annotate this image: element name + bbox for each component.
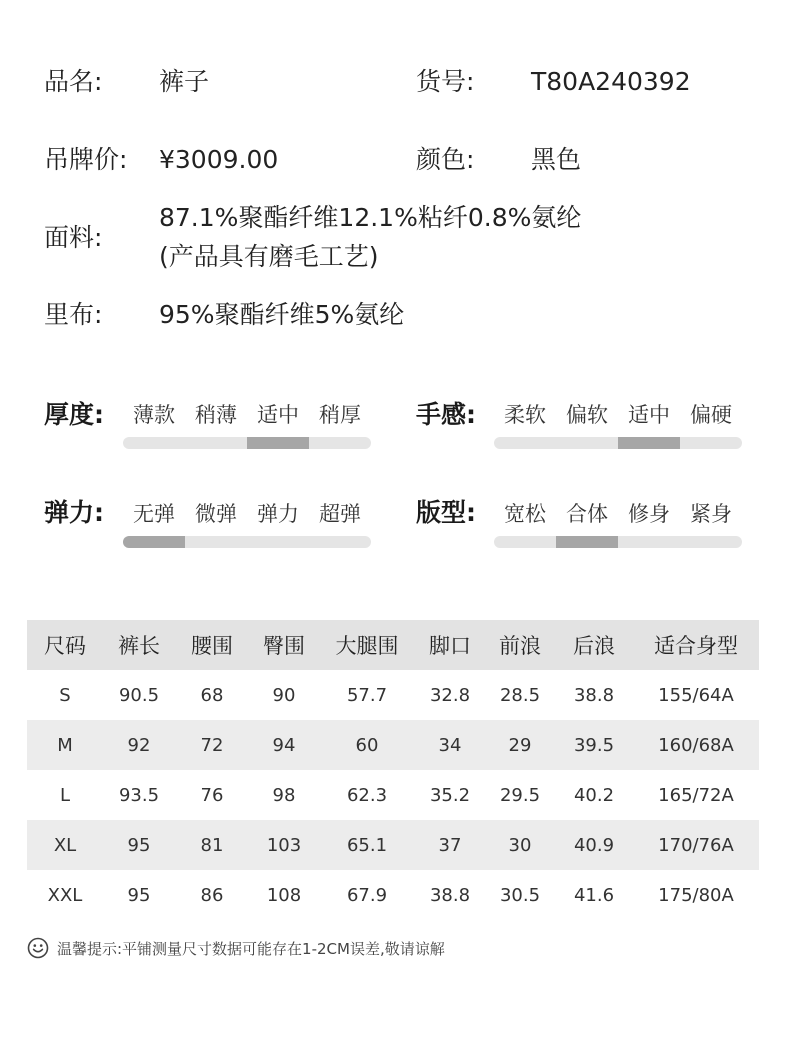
- table-header-cell: 后浪: [555, 620, 633, 670]
- price-label: 吊牌价:: [44, 145, 128, 174]
- table-cell: 38.8: [429, 884, 471, 906]
- table-header-cell: 脚口: [415, 620, 485, 670]
- table-cell: 35.2: [429, 784, 471, 806]
- table-cell: 108: [266, 884, 302, 906]
- feel-bar: [494, 437, 742, 449]
- table-cell: 92: [103, 720, 175, 770]
- table-cell: 37: [415, 820, 485, 870]
- table-row: [27, 720, 759, 770]
- fabric-line-1: 87.1%聚酯纤维12.1%粘纤0.8%氨纶: [159, 203, 582, 232]
- table-cell: 40.2: [573, 784, 615, 806]
- elasticity-option: 弹力: [257, 502, 299, 526]
- elasticity-option: 超弹: [319, 502, 361, 526]
- elasticity-bar-selected: [123, 536, 185, 548]
- table-cell: 30: [485, 820, 555, 870]
- table-cell: 160/68A: [633, 720, 759, 770]
- lining-value: 95%聚酯纤维5%氨纶: [159, 300, 405, 329]
- table-cell: 29.5: [499, 784, 541, 806]
- table-cell: 93.5: [118, 784, 160, 806]
- smile-icon: [27, 937, 49, 959]
- thickness-option: 稍厚: [319, 403, 361, 427]
- table-cell: 175/80A: [658, 884, 734, 906]
- table-cell: 38.8: [573, 684, 615, 706]
- fabric-line-2: (产品具有磨毛工艺): [159, 242, 379, 271]
- table-cell: 57.7: [346, 684, 388, 706]
- table-cell: 29: [485, 720, 555, 770]
- table-cell: 39.5: [555, 720, 633, 770]
- feel-bar-selected: [618, 437, 680, 449]
- table-cell: XL: [27, 820, 103, 870]
- fit-option: 紧身: [690, 502, 732, 526]
- feel-option: 偏软: [566, 403, 608, 427]
- lining-label: 里布:: [44, 300, 103, 329]
- table-cell: 90.5: [118, 684, 160, 706]
- color-label: 颜色:: [416, 145, 475, 174]
- thickness-bar: [123, 437, 371, 449]
- size-table: [27, 620, 759, 920]
- table-cell: 40.9: [555, 820, 633, 870]
- table-header-cell: 裤长: [103, 620, 175, 670]
- table-cell: 86: [200, 884, 224, 906]
- table-header-row: [27, 620, 759, 670]
- elasticity-title: 弹力:: [44, 498, 104, 527]
- measurement-tip: [27, 934, 445, 962]
- thickness-option: 适中: [257, 403, 299, 427]
- feel-option: 偏硬: [690, 403, 732, 427]
- table-cell: 34: [415, 720, 485, 770]
- table-header-cell: 臀围: [249, 620, 319, 670]
- fit-option: 合体: [566, 502, 608, 526]
- table-cell: 90: [272, 684, 296, 706]
- feel-option: 柔软: [504, 403, 546, 427]
- table-cell: 103: [249, 820, 319, 870]
- color-value: 黑色: [531, 145, 582, 174]
- fit-option: 修身: [628, 502, 670, 526]
- table-cell: XXL: [47, 884, 83, 906]
- table-header-cell: 前浪: [485, 620, 555, 670]
- fabric-label: 面料:: [44, 223, 103, 252]
- sku-value: T80A240392: [531, 67, 691, 96]
- table-cell: 32.8: [429, 684, 471, 706]
- table-cell: 155/64A: [658, 684, 734, 706]
- table-cell: 65.1: [319, 820, 415, 870]
- table-row: [27, 820, 759, 870]
- table-cell: 170/76A: [633, 820, 759, 870]
- fit-bar-selected: [556, 536, 618, 548]
- table-header-cell: 大腿围: [319, 620, 415, 670]
- table-cell: 41.6: [573, 884, 615, 906]
- table-cell: 95: [103, 820, 175, 870]
- table-cell: 67.9: [346, 884, 388, 906]
- table-cell: 30.5: [499, 884, 541, 906]
- table-cell: 72: [175, 720, 249, 770]
- elasticity-option: 无弹: [133, 502, 175, 526]
- table-cell: S: [59, 684, 71, 706]
- table-cell: 81: [175, 820, 249, 870]
- table-header-cell: 腰围: [175, 620, 249, 670]
- thickness-option: 薄款: [133, 403, 175, 427]
- table-row: [27, 870, 759, 920]
- table-header-cell: 尺码: [27, 620, 103, 670]
- table-cell: 76: [200, 784, 224, 806]
- name-value: 裤子: [159, 67, 210, 96]
- table-row: [27, 670, 759, 720]
- table-cell: 95: [127, 884, 151, 906]
- fit-bar: [494, 536, 742, 548]
- feel-option: 适中: [628, 403, 670, 427]
- table-cell: 68: [200, 684, 224, 706]
- fit-option: 宽松: [504, 502, 546, 526]
- table-cell: L: [59, 784, 71, 806]
- table-cell: 165/72A: [658, 784, 734, 806]
- table-cell: 60: [319, 720, 415, 770]
- tip-text: 温馨提示:平铺测量尺寸数据可能存在1-2CM误差,敬请谅解: [57, 939, 445, 958]
- elasticity-bar: [123, 536, 371, 548]
- thickness-bar-selected: [247, 437, 309, 449]
- feel-title: 手感:: [416, 400, 476, 429]
- table-cell: 98: [272, 784, 296, 806]
- sku-label: 货号:: [416, 67, 475, 96]
- thickness-title: 厚度:: [44, 400, 104, 429]
- table-cell: M: [27, 720, 103, 770]
- table-header-cell: 适合身型: [633, 620, 759, 670]
- table-cell: 94: [249, 720, 319, 770]
- elasticity-option: 微弹: [195, 502, 237, 526]
- table-cell: 62.3: [346, 784, 388, 806]
- price-value: ¥3009.00: [159, 145, 279, 174]
- name-label: 品名:: [44, 67, 103, 96]
- table-row: [27, 770, 759, 820]
- thickness-option: 稍薄: [195, 403, 237, 427]
- table-cell: 28.5: [499, 684, 541, 706]
- fit-title: 版型:: [416, 498, 476, 527]
